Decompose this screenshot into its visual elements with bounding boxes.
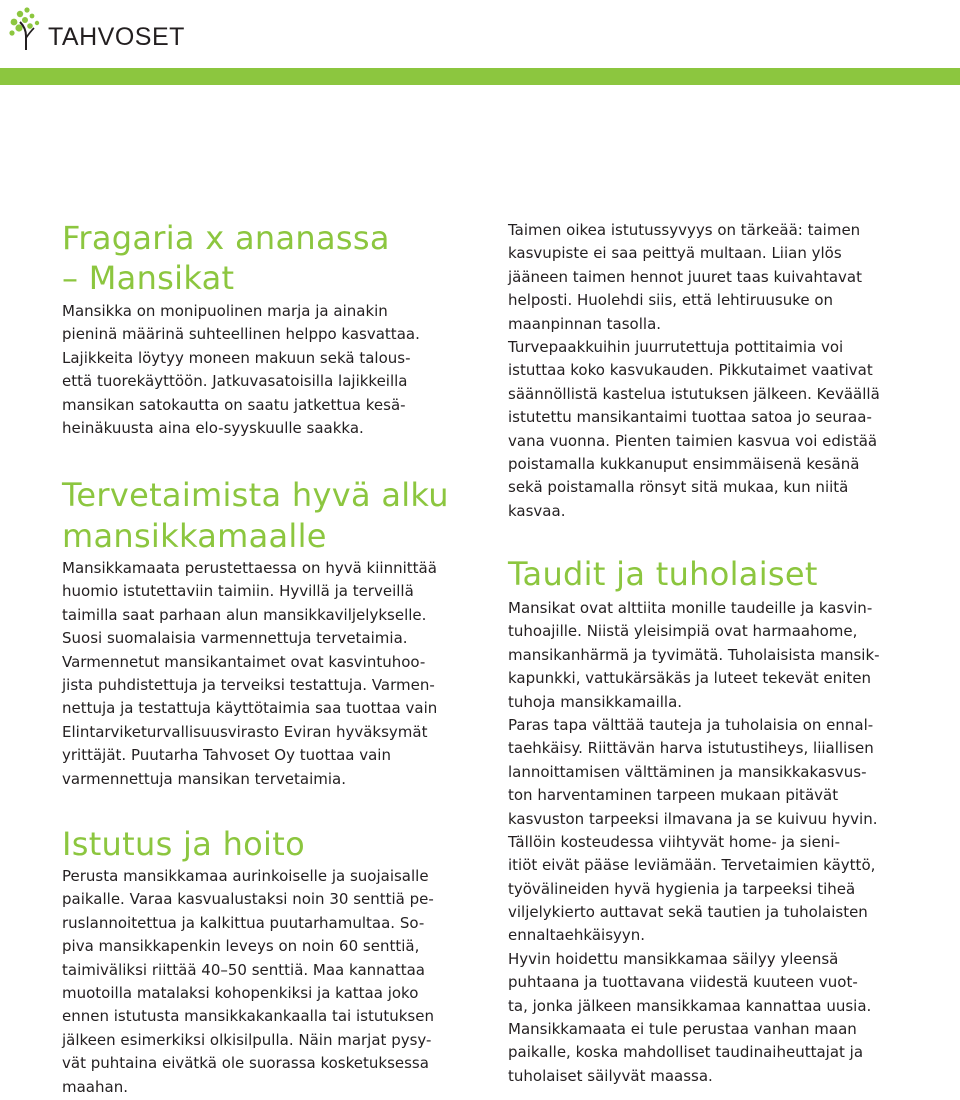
text-line: mansikan satokautta on saatu jatkettua kesä- xyxy=(62,395,406,414)
section-title-tervetaimista-1: Tervetaimista hyvä alku xyxy=(62,476,449,514)
text-line: kasvaa. xyxy=(508,501,566,520)
text-line: lannoittamisen välttäminen ja mansikkakasvus- xyxy=(508,762,867,781)
text-line: mansikanhärmä ja tyvimätä. Tuholaisista mansik- xyxy=(508,645,880,664)
text-line: Mansikkamaata ei tule perustaa vanhan maan xyxy=(508,1020,857,1039)
text-line: viljelykierto auttavat sekä tautien ja tuholaisten xyxy=(508,903,868,922)
text-line: Paras tapa välttää tauteja ja tuholaisia on ennal- xyxy=(508,715,874,734)
text-line: ruslannoitettua ja kalkittua puutarhamultaa. So- xyxy=(62,913,425,932)
text-line: taimiväliksi riittää 40–50 senttiä. Maa kannattaa xyxy=(62,960,425,979)
text-line: maahan. xyxy=(62,1077,128,1096)
text-line: paikalle. Varaa kasvualustaksi noin 30 senttiä pe- xyxy=(62,890,434,909)
text-line: Perusta mansikkamaa aurinkoiselle ja suojaisalle xyxy=(62,867,429,885)
text-line: Hyvin hoidettu mansikkamaa säilyy yleensä xyxy=(508,949,839,968)
text-line: pieninä määrinä suhteellinen helppo kasvattaa. xyxy=(62,325,420,344)
text-line: tuhoajille. Niistä yleisimpiä ovat harmaahome, xyxy=(508,622,858,641)
text-line: ennaltaehkäisyyn. xyxy=(508,926,646,945)
text-line: istutettu mansikantaimi tuottaa satoa jo seuraa- xyxy=(508,408,872,427)
text-line: Lajikkeita löytyy moneen makuun sekä talous- xyxy=(62,348,411,367)
text-line: sekä poistamalla rönsyt sitä mukaa, kun niitä xyxy=(508,478,849,497)
text-line: Mansikkamaata perustettaessa on hyvä kiinnittää xyxy=(62,559,437,577)
text-line: varmennettuja mansikan tervetaimia. xyxy=(62,769,346,788)
brand-name: TAHVOSET xyxy=(48,23,185,51)
text-line: jista puhdistettuja ja terveiksi testattuja. Varmen- xyxy=(62,675,435,694)
section-title-tervetaimista-2: mansikkamaalle xyxy=(62,517,327,555)
istutus-paragraph xyxy=(62,865,434,1099)
intro-paragraph xyxy=(62,300,420,440)
text-line: Suosi suomalaisia varmennettuja tervetaimia. xyxy=(62,629,408,648)
text-line: Tällöin kosteudessa viihtyvät home- ja sieni- xyxy=(508,832,840,851)
text-line: Mansikat ovat alttiita monille taudeille ja kasvin- xyxy=(508,599,873,617)
text-line: paikalle, koska mahdolliset taudinaiheuttajat ja xyxy=(508,1043,864,1062)
text-line: piva mansikkapenkin leveys on noin 60 senttiä, xyxy=(62,937,420,956)
istutussyvyys-paragraph xyxy=(508,219,880,523)
text-line: Elintarviketurvallisuusvirasto Eviran hyväksymät xyxy=(62,722,428,741)
text-line: ennen istutusta mansikkakankaalla tai istutuksen xyxy=(62,1007,434,1026)
text-line: Turvepaakkuihin juurrutettuja pottitaimia voi xyxy=(508,337,844,356)
text-line: helposti. Huolehdi siis, että lehtiruusuke on xyxy=(508,291,834,310)
section-title-taudit: Taudit ja tuholaiset xyxy=(508,555,818,593)
text-line: puhtaana ja tuottavana viidestä kuuteen vuot- xyxy=(508,973,858,992)
text-line: ton harventaminen tarpeen mukaan pitävät xyxy=(508,786,839,805)
text-line: istuttaa koko kasvukauden. Pikkutaimet vaativat xyxy=(508,361,873,380)
text-line: kasvuston tarpeeksi ilmavana ja se kuivuu hyvin. xyxy=(508,809,878,828)
text-line: vana vuonna. Pienten taimien kasvua voi edistää xyxy=(508,431,878,450)
text-line: työvälineiden hyvä hygienia ja tarpeeksi tiheä xyxy=(508,879,856,898)
brand-logo xyxy=(8,6,208,52)
text-line: Taimen oikea istutussyvyys on tärkeää: taimen xyxy=(508,221,861,239)
text-line: Varmennetut mansikantaimet ovat kasvintuhoo- xyxy=(62,652,426,671)
page-title-line1: Fragaria x ananassa xyxy=(62,219,390,257)
text-line: tuhoja mansikkamailla. xyxy=(508,692,683,711)
tree-logo-icon xyxy=(8,6,48,52)
text-line: poistamalla kukkanuput ensimmäisenä kesänä xyxy=(508,454,860,473)
text-line: taimilla saat parhaan alun mansikkaviljelykselle. xyxy=(62,605,427,624)
section-title-istutus: Istutus ja hoito xyxy=(62,825,305,863)
text-line: Mansikka on monipuolinen marja ja ainakin xyxy=(62,302,388,320)
text-line: vät puhtaina eivätkä ole suorassa kosketuksessa xyxy=(62,1054,429,1073)
text-line: jälkeen esimerkiksi olkisilpulla. Näin marjat pysy- xyxy=(62,1030,432,1049)
text-line: kapunkki, vattukärsäkäs ja luteet tekevät eniten xyxy=(508,669,872,688)
text-line: että tuorekäyttöön. Jatkuvasatoisilla lajikkeilla xyxy=(62,372,408,391)
text-line: nettuja ja testattuja käyttötaimia saa tuottaa vain xyxy=(62,699,438,718)
text-line: maanpinnan tasolla. xyxy=(508,314,662,333)
text-line: itiöt eivät pääse leviämään. Tervetaimien käyttö, xyxy=(508,856,876,875)
text-line: ta, jonka jälkeen mansikkamaa kannattaa uusia. xyxy=(508,996,872,1015)
text-line: jääneen taimen hennot juuret taas kuivahtavat xyxy=(508,267,862,286)
text-line: kasvupiste ei saa peittyä multaan. Liian ylös xyxy=(508,244,842,263)
text-line: muotoilla matalaksi kohopenkiksi ja kattaa joko xyxy=(62,983,419,1002)
text-line: säännöllistä kastelua istutuksen jälkeen. Keväällä xyxy=(508,384,880,403)
header-bar xyxy=(0,68,960,85)
tervetaimista-paragraph xyxy=(62,557,437,791)
text-line: yrittäjät. Puutarha Tahvoset Oy tuottaa vain xyxy=(62,746,391,765)
text-line: huomio istutettaviin taimiin. Hyvillä ja terveillä xyxy=(62,582,414,601)
text-line: heinäkuusta aina elo-syyskuulle saakka. xyxy=(62,418,364,437)
taudit-paragraph xyxy=(508,597,880,1088)
text-line: taehkäisy. Riittävän harva istutustiheys, liiallisen xyxy=(508,739,874,758)
page-title-line2: – Mansikat xyxy=(62,259,235,297)
text-line: tuholaiset säilyvät maassa. xyxy=(508,1066,713,1085)
